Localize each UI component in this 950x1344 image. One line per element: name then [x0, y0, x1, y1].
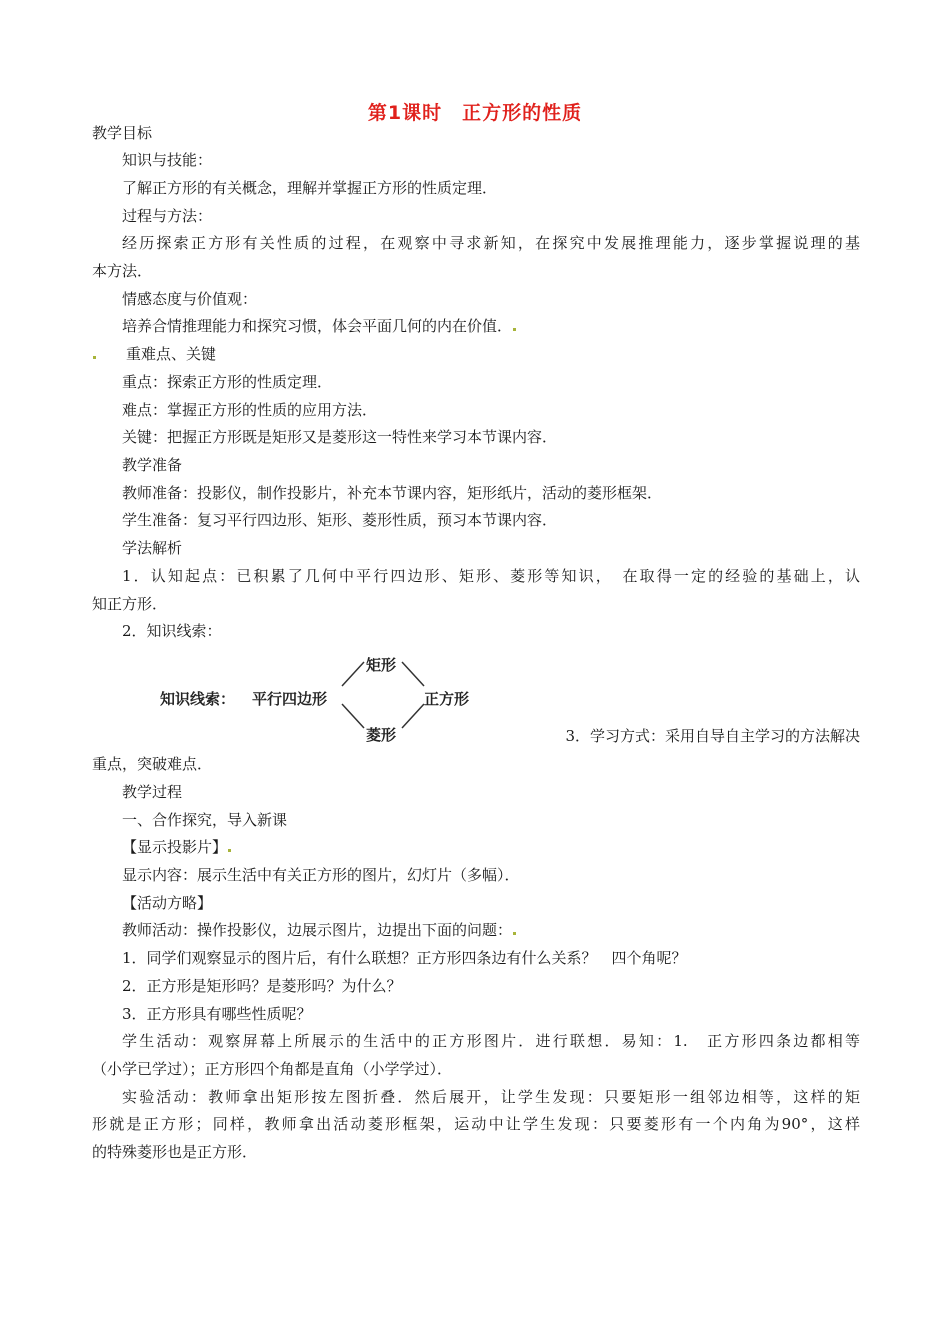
heading-activity: 【活动方略】 [122, 894, 213, 912]
question-2: 2．正方形是矩形吗？是菱形吗？为什么？ [122, 977, 402, 995]
paragraph-process-1: 经历探索正方形有关性质的过程，在观察中寻求新知，在探究中发展推理能力，逐步掌握说理的基 [122, 234, 860, 252]
knowledge-clue-diagram [152, 648, 482, 748]
paragraph-experiment-a: 实验活动：教师拿出矩形按左图折叠．然后展开，让学生发现：只要矩形一组邻边相等，这样的矩 [122, 1088, 860, 1106]
paragraph-method-1a: 1．认知起点：已积累了几何中平行四边形、矩形、菱形等知识， 在取得一定的经验的基础上，认 [122, 567, 860, 585]
heading-goals: 教学目标 [92, 124, 153, 142]
paragraph-prep-2: 学生准备：复习平行四边形、矩形、菱形性质，预习本节课内容． [122, 511, 558, 529]
question-3: 3．正方形具有哪些性质呢？ [122, 1005, 312, 1023]
paragraph-prep-1: 教师准备：投影仪，制作投影片，补充本节课内容，矩形纸片，活动的菱形框架． [122, 484, 663, 502]
diagram-rhombus: 菱形 [366, 726, 397, 744]
subheading-emotion: 情感态度与价值观： [122, 290, 258, 308]
paragraph-student-a: 学生活动：观察屏幕上所展示的生活中的正方形图片．进行联想．易知：1. 正方形四条边都相等 [122, 1032, 860, 1050]
paragraph-experiment-b: 形就是正方形；同样，教师拿出活动菱形框架，运动中让学生发现：只要菱形有一个内角为90°，这样 [92, 1115, 860, 1133]
heading-show: 【显示投影片】 [122, 837, 232, 857]
paragraph-key-1: 重点：探索正方形的性质定理． [122, 373, 333, 391]
paragraph-process-2: 本方法． [92, 262, 153, 280]
subheading-knowledge: 知识与技能： [122, 151, 213, 169]
paragraph-show: 显示内容：展示生活中有关正方形的图片，幻灯片（多幅）． [122, 866, 520, 884]
heading-key: 重难点、关键 [92, 344, 216, 364]
paragraph-method-2: 2．知识线索： [122, 622, 222, 640]
question-1: 1．同学们观察显示的图片后，有什么联想？正方形四条边有什么关系？ 四个角呢？ [122, 949, 687, 967]
heading-prep: 教学准备 [122, 456, 183, 474]
paragraph-key-2: 难点：掌握正方形的性质的应用方法． [122, 401, 378, 419]
paragraph-key-3: 关键：把握正方形既是矩形又是菱形这一特性来学习本节课内容． [122, 428, 558, 446]
paragraph-method-1b: 知正方形． [92, 595, 168, 613]
diagram-parallelogram: 平行四边形 [252, 690, 328, 708]
diagram-label: 知识线索： [160, 690, 236, 708]
paragraph-method-3b: 重点，突破难点． [92, 755, 213, 773]
paragraph-emotion: 培养合情推理能力和探究习惯，体会平面几何的内在价值． [122, 316, 517, 336]
heading-method: 学法解析 [122, 539, 183, 557]
heading-section-1: 一、合作探究，导入新课 [122, 811, 288, 829]
paragraph-method-3a: 3．学习方式：采用自导自主学习的方法解决 [565, 727, 860, 745]
paragraph-teacher: 教师活动：操作投影仪，边展示图片，边提出下面的问题： [122, 920, 517, 940]
paragraph-student-b: （小学已学过）；正方形四个角都是直角（小学学过）． [92, 1060, 453, 1078]
diagram-rectangle: 矩形 [366, 656, 397, 674]
diagram-square: 正方形 [424, 690, 470, 708]
page-title: 第1课时 正方形的性质 [367, 102, 583, 124]
paragraph-knowledge: 了解正方形的有关概念，理解并掌握正方形的性质定理． [122, 179, 498, 197]
paragraph-experiment-c: 的特殊菱形也是正方形． [92, 1143, 258, 1161]
subheading-process: 过程与方法： [122, 207, 213, 225]
heading-teaching-process: 教学过程 [122, 783, 183, 801]
